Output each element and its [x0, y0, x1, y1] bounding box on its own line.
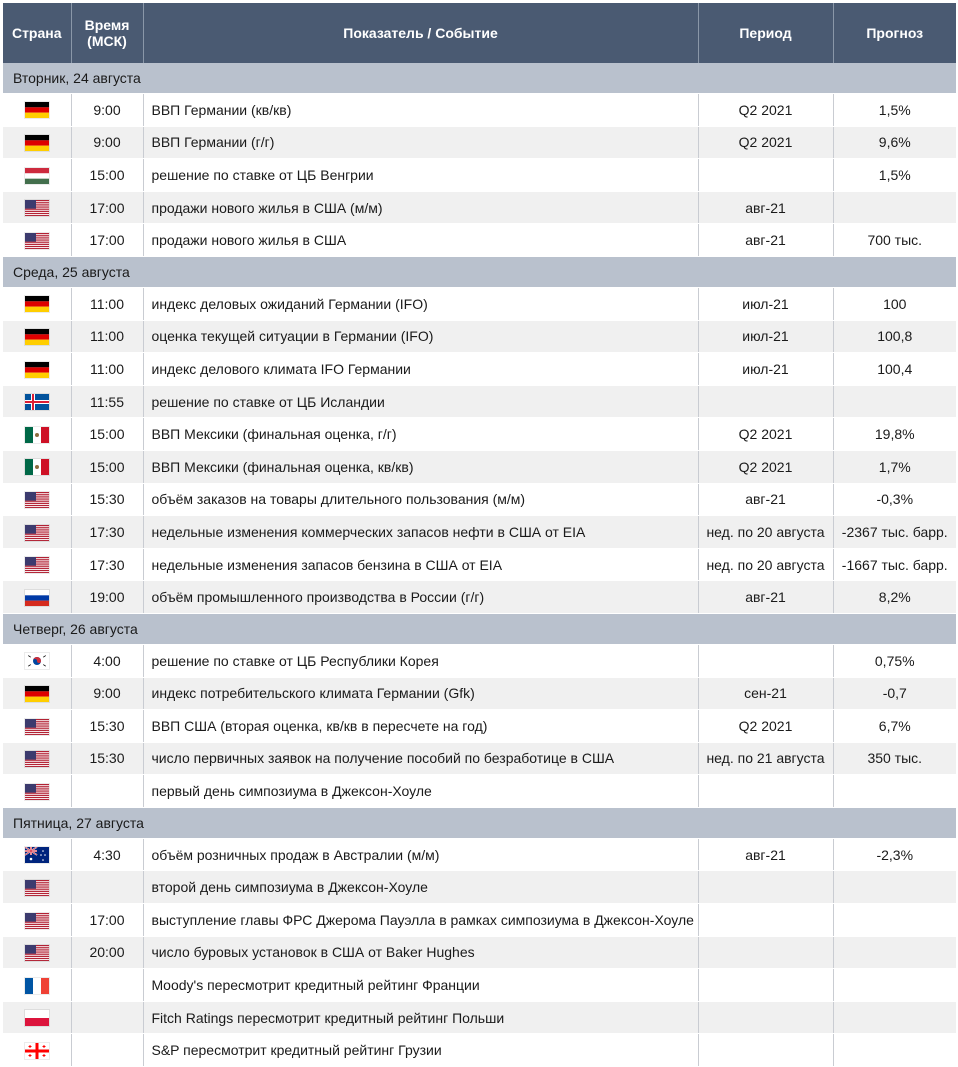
event-cell: оценка текущей ситуации в Германии (IFO) [143, 320, 698, 353]
table-row [3, 1034, 956, 1067]
event-cell: индекс потребительского климата Германии (Gfk) [143, 677, 698, 710]
country-column-header: Страна [3, 3, 71, 63]
event-cell: число первичных заявок на получение пособий по безработице в США [143, 742, 698, 775]
table-row [3, 450, 956, 483]
event-cell: ВВП Германии (г/г) [143, 126, 698, 159]
table-row [3, 742, 956, 775]
event-cell: решение по ставке от ЦБ Исландии [143, 385, 698, 418]
event-cell: объём заказов на товары длительного пользования (м/м) [143, 483, 698, 516]
period-cell: авг-21 [698, 581, 833, 614]
forecast-cell [833, 871, 956, 904]
usa-flag-icon [25, 557, 49, 573]
time-cell: 17:00 [71, 191, 143, 224]
event-cell: первый день симпозиума в Джексон-Хоуле [143, 775, 698, 808]
event-cell: продажи нового жилья в США (м/м) [143, 191, 698, 224]
forecast-cell: -2367 тыс. барр. [833, 516, 956, 549]
forecast-column-header: Прогноз [833, 3, 956, 63]
country-cell [3, 710, 71, 743]
forecast-cell: -0,7 [833, 677, 956, 710]
table-row [3, 287, 956, 320]
forecast-cell [833, 191, 956, 224]
period-cell [698, 159, 833, 192]
country-cell [3, 385, 71, 418]
table-row [3, 418, 956, 451]
country-cell [3, 548, 71, 581]
usa-flag-icon [25, 233, 49, 249]
period-column-header: Период [698, 3, 833, 63]
time-cell: 15:00 [71, 450, 143, 483]
period-cell: Q2 2021 [698, 450, 833, 483]
usa-flag-icon [25, 751, 49, 767]
country-cell [3, 516, 71, 549]
event-cell: решение по ставке от ЦБ Венгрии [143, 159, 698, 192]
time-column-header [71, 3, 143, 63]
country-cell [3, 94, 71, 127]
period-cell [698, 871, 833, 904]
table-row [3, 936, 956, 969]
period-cell [698, 775, 833, 808]
forecast-cell [833, 904, 956, 937]
georgia-flag-icon [25, 1043, 49, 1059]
country-cell [3, 871, 71, 904]
event-cell: выступление главы ФРС Джерома Пауэлла в рамках симпозиума в Джексон-Хоуле [143, 904, 698, 937]
france-flag-icon [25, 978, 49, 994]
country-cell [3, 483, 71, 516]
time-cell: 15:30 [71, 710, 143, 743]
table-row [3, 710, 956, 743]
usa-flag-icon [25, 719, 49, 735]
table-row [3, 385, 956, 418]
time-cell: 11:55 [71, 385, 143, 418]
period-cell [698, 644, 833, 677]
country-cell [3, 287, 71, 320]
usa-flag-icon [25, 200, 49, 216]
event-cell: индекс деловых ожиданий Германии (IFO) [143, 287, 698, 320]
event-cell: продажи нового жилья в США [143, 224, 698, 257]
forecast-cell: -0,3% [833, 483, 956, 516]
country-cell [3, 159, 71, 192]
event-cell: объём промышленного производства в России (г/г) [143, 581, 698, 614]
time-cell: 9:00 [71, 126, 143, 159]
time-cell: 15:30 [71, 742, 143, 775]
period-cell: Q2 2021 [698, 710, 833, 743]
period-cell [698, 936, 833, 969]
header-row [3, 3, 956, 63]
country-cell [3, 191, 71, 224]
forecast-cell: 9,6% [833, 126, 956, 159]
forecast-cell: 1,7% [833, 450, 956, 483]
period-cell: авг-21 [698, 191, 833, 224]
time-cell: 9:00 [71, 94, 143, 127]
forecast-cell: 8,2% [833, 581, 956, 614]
australia-flag-icon [25, 847, 49, 863]
time-cell: 11:00 [71, 287, 143, 320]
time-cell: 15:00 [71, 418, 143, 451]
usa-flag-icon [25, 945, 49, 961]
germany-flag-icon [25, 135, 49, 151]
country-cell [3, 1001, 71, 1034]
time-cell [71, 775, 143, 808]
period-cell [698, 1034, 833, 1067]
table-row [3, 353, 956, 386]
table-row [3, 483, 956, 516]
country-cell [3, 969, 71, 1002]
period-cell: сен-21 [698, 677, 833, 710]
russia-flag-icon [25, 590, 49, 606]
country-cell [3, 1034, 71, 1067]
period-cell: нед. по 20 августа [698, 516, 833, 549]
day-label: Четверг, 26 августа [3, 613, 956, 644]
day-header-row [3, 256, 956, 287]
table-row [3, 224, 956, 257]
period-cell: Q2 2021 [698, 126, 833, 159]
germany-flag-icon [25, 362, 49, 378]
event-cell: Moody's пересмотрит кредитный рейтинг Франции [143, 969, 698, 1002]
table-row [3, 94, 956, 127]
day-label: Среда, 25 августа [3, 256, 956, 287]
country-cell [3, 775, 71, 808]
time-cell: 15:30 [71, 483, 143, 516]
country-cell [3, 224, 71, 257]
forecast-cell: 1,5% [833, 159, 956, 192]
period-cell: авг-21 [698, 483, 833, 516]
forecast-cell: 100 [833, 287, 956, 320]
forecast-cell [833, 969, 956, 1002]
event-cell: индекс делового климата IFO Германии [143, 353, 698, 386]
period-cell [698, 385, 833, 418]
table-row [3, 969, 956, 1002]
time-cell [71, 1001, 143, 1034]
time-cell: 15:00 [71, 159, 143, 192]
table-row [3, 548, 956, 581]
table-row [3, 581, 956, 614]
mexico-flag-icon [25, 427, 49, 443]
period-cell: авг-21 [698, 224, 833, 257]
time-cell: 20:00 [71, 936, 143, 969]
forecast-cell: -1667 тыс. барр. [833, 548, 956, 581]
time-cell: 11:00 [71, 320, 143, 353]
forecast-cell: 19,8% [833, 418, 956, 451]
event-cell: ВВП США (вторая оценка, кв/кв в пересчете на год) [143, 710, 698, 743]
time-cell [71, 871, 143, 904]
mexico-flag-icon [25, 459, 49, 475]
time-cell: 17:30 [71, 516, 143, 549]
time-header-line1: Время [84, 17, 130, 33]
table-row [3, 775, 956, 808]
day-label: Пятница, 27 августа [3, 807, 956, 838]
time-cell: 17:30 [71, 548, 143, 581]
country-cell [3, 418, 71, 451]
day-header-row [3, 807, 956, 838]
iceland-flag-icon [25, 394, 49, 410]
forecast-cell [833, 385, 956, 418]
time-cell: 4:00 [71, 644, 143, 677]
country-cell [3, 126, 71, 159]
time-cell [71, 1034, 143, 1067]
country-cell [3, 838, 71, 871]
country-cell [3, 677, 71, 710]
period-cell: Q2 2021 [698, 418, 833, 451]
time-cell: 4:30 [71, 838, 143, 871]
time-cell: 17:00 [71, 904, 143, 937]
event-cell: ВВП Мексики (финальная оценка, кв/кв) [143, 450, 698, 483]
period-cell: июл-21 [698, 353, 833, 386]
forecast-cell: 0,75% [833, 644, 956, 677]
table-row [3, 677, 956, 710]
period-cell [698, 1001, 833, 1034]
event-column-header: Показатель / Событие [143, 3, 698, 63]
forecast-cell: -2,3% [833, 838, 956, 871]
time-cell [71, 969, 143, 1002]
usa-flag-icon [25, 525, 49, 541]
event-cell: S&P пересмотрит кредитный рейтинг Грузии [143, 1034, 698, 1067]
country-cell [3, 644, 71, 677]
period-cell: июл-21 [698, 287, 833, 320]
time-cell: 17:00 [71, 224, 143, 257]
table-row [3, 871, 956, 904]
usa-flag-icon [25, 492, 49, 508]
event-cell: второй день симпозиума в Джексон-Хоуле [143, 871, 698, 904]
period-cell: авг-21 [698, 838, 833, 871]
period-cell: Q2 2021 [698, 94, 833, 127]
event-cell: Fitch Ratings пересмотрит кредитный рейтинг Польши [143, 1001, 698, 1034]
time-header-line2: (МСК) [87, 33, 127, 49]
table-row [3, 320, 956, 353]
usa-flag-icon [25, 784, 49, 800]
country-cell [3, 581, 71, 614]
germany-flag-icon [25, 686, 49, 702]
germany-flag-icon [25, 296, 49, 312]
forecast-cell: 6,7% [833, 710, 956, 743]
event-cell: недельные изменения коммерческих запасов нефти в США от EIA [143, 516, 698, 549]
event-cell: число буровых установок в США от Baker Hughes [143, 936, 698, 969]
day-label: Вторник, 24 августа [3, 63, 956, 94]
event-cell: недельные изменения запасов бензина в США от EIA [143, 548, 698, 581]
germany-flag-icon [25, 102, 49, 118]
time-cell: 11:00 [71, 353, 143, 386]
table-row [3, 1001, 956, 1034]
forecast-cell: 100,4 [833, 353, 956, 386]
day-header-row [3, 613, 956, 644]
forecast-cell [833, 1034, 956, 1067]
country-cell [3, 936, 71, 969]
usa-flag-icon [25, 913, 49, 929]
table-row [3, 644, 956, 677]
country-cell [3, 450, 71, 483]
country-cell [3, 353, 71, 386]
forecast-cell [833, 775, 956, 808]
period-cell [698, 969, 833, 1002]
table-row [3, 838, 956, 871]
forecast-cell: 1,5% [833, 94, 956, 127]
country-cell [3, 742, 71, 775]
period-cell: нед. по 20 августа [698, 548, 833, 581]
event-cell: ВВП Германии (кв/кв) [143, 94, 698, 127]
event-cell: решение по ставке от ЦБ Республики Корея [143, 644, 698, 677]
table-row [3, 516, 956, 549]
country-cell [3, 904, 71, 937]
germany-flag-icon [25, 329, 49, 345]
table-row [3, 126, 956, 159]
event-cell: ВВП Мексики (финальная оценка, г/г) [143, 418, 698, 451]
hungary-flag-icon [25, 168, 49, 184]
period-cell: нед. по 21 августа [698, 742, 833, 775]
period-cell: июл-21 [698, 320, 833, 353]
table-row [3, 904, 956, 937]
day-header-row [3, 63, 956, 94]
period-cell [698, 904, 833, 937]
forecast-cell: 350 тыс. [833, 742, 956, 775]
table-row [3, 159, 956, 192]
time-cell: 19:00 [71, 581, 143, 614]
time-cell: 9:00 [71, 677, 143, 710]
table-row [3, 191, 956, 224]
south-korea-flag-icon [25, 653, 49, 669]
economic-calendar-table [3, 3, 956, 1067]
forecast-cell: 100,8 [833, 320, 956, 353]
usa-flag-icon [25, 880, 49, 896]
forecast-cell: 700 тыс. [833, 224, 956, 257]
event-cell: объём розничных продаж в Австралии (м/м) [143, 838, 698, 871]
forecast-cell [833, 936, 956, 969]
country-cell [3, 320, 71, 353]
poland-flag-icon [25, 1010, 49, 1026]
forecast-cell [833, 1001, 956, 1034]
